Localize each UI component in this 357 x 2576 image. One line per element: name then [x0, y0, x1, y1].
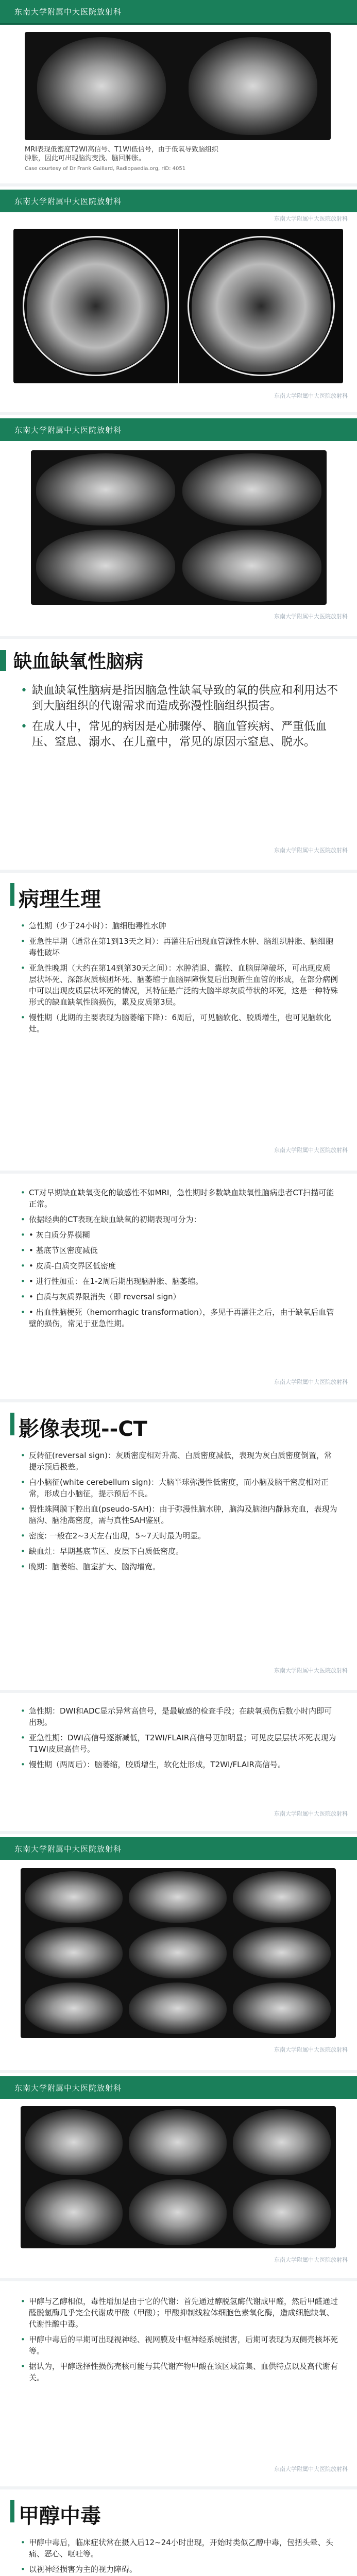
title-accent — [0, 650, 6, 671]
divider — [0, 2070, 357, 2073]
header-text: 东南大学附属中大医院放射科 — [14, 7, 122, 16]
header-bar — [0, 190, 357, 212]
divider — [0, 1831, 357, 1834]
bullet-item: • 据认为，甲醇选择性损伤壳核可能与其代谢产物甲酸在该区域富集、血供特点以及高代谢有关。 — [19, 2361, 338, 2383]
bullet-item: • 反转征(reversal sign)：灰质密度相对升高、白质密度减低，表现为灰白质密度倒置，常提示预后极差。 — [19, 1450, 338, 1472]
divider — [0, 1399, 357, 1402]
bullet-item: • • 皮质-白质交界区低密度 — [19, 1260, 338, 1272]
section-title-bar — [0, 647, 357, 673]
mri-image-right — [189, 37, 317, 135]
bullet-item: • 亚急性早期（通常在第1到13天之间）：再灌注后出现血管源性水肿、脑组织肿胀、脑细胞毒性破坏 — [19, 936, 338, 958]
ct-image-left — [13, 229, 178, 383]
title-accent — [10, 1413, 14, 1435]
section-title: 病理生理 — [19, 888, 101, 911]
bullet-item: • 依据经典的CT表现在缺血缺氧的初期表现可分为： — [19, 1214, 338, 1225]
mri-grid-3x3 — [21, 1868, 336, 2038]
section-title: 甲醇中毒 — [19, 2504, 101, 2528]
divider — [0, 870, 357, 873]
bullet-list — [19, 1187, 338, 1333]
mri-grid-2 — [182, 453, 321, 526]
bullet-list — [19, 920, 338, 1039]
section-title: 影像表现--CT — [19, 1417, 147, 1441]
bullet-item: • • 基底节区密度减低 — [19, 1245, 338, 1256]
watermark: 东南大学附属中大医院放射科 — [274, 1147, 348, 1154]
bullet-item: • 晚期：脑萎缩、脑室扩大、脑沟增宽。 — [19, 1561, 338, 1572]
divider — [0, 636, 357, 639]
slide-mri-grid — [0, 418, 357, 630]
bullet-item: • 密度: 一般在2~3天左右出现，5~7天时最为明显。 — [19, 1530, 338, 1541]
header-bar — [0, 0, 357, 25]
mri-grid — [31, 450, 327, 605]
mri-image-left — [37, 37, 166, 135]
ct-image-right — [179, 229, 343, 383]
bullet-item: • 甲醇中毒后的早期可出现视神经、视网膜及中枢神经系统损害，后期可表现为双侧壳核坏死等。 — [19, 2334, 338, 2357]
slide-methanol-metabolism — [0, 2284, 357, 2480]
bullet-item: • 亚急性期：DWI高信号逐渐减低，T2WI/FLAIR高信号更加明显；可见皮层层状坏死表现为T1WI皮层高信号。 — [19, 1732, 338, 1755]
bullet-item: • 缺血缺氧性脑病是指因脑急性缺氧导致的氧的供应和利用达不到大脑组织的代谢需求而造成弥漫性脑组织损害。 — [19, 683, 338, 714]
divider — [0, 1171, 357, 1174]
watermark: 东南大学附属中大医院放射科 — [274, 1379, 348, 1385]
ct-image-pair — [13, 229, 343, 383]
bullet-item: • 甲醇与乙醇相似，毒性增加是由于它的代谢：首先通过醇脱氢酶代谢成甲醛，然后甲醛通过醛脱氢酶几乎完全代谢成甲酸（甲酸）；甲酸抑制线粒体细胞色素氧化酶，造成细胞缺氧、代谢性酸中毒。 — [19, 2296, 338, 2330]
header-bar — [0, 1837, 357, 1860]
bullet-item: • 慢性期（此期的主要表现为脑萎缩下降）：6周后，可见脑软化、胶质增生，也可见脑软化灶。 — [19, 1012, 338, 1035]
mri-grid-2x3 — [21, 2106, 336, 2248]
bullet-list — [19, 683, 338, 755]
slide-methanol-clinical — [0, 2493, 357, 2576]
watermark: 东南大学附属中大医院放射科 — [274, 1667, 348, 1674]
mri-grid-1 — [36, 453, 175, 526]
mri-image-pair — [25, 32, 331, 140]
watermark: 东南大学附属中大医院放射科 — [274, 215, 348, 222]
slide-pathophysiology — [0, 876, 357, 1164]
header-bar — [0, 418, 357, 441]
mri-grid-3 — [36, 530, 175, 602]
divider — [0, 2278, 357, 2281]
watermark: 东南大学附属中大医院放射科 — [274, 2046, 348, 2053]
bullet-list — [19, 2296, 338, 2387]
bullet-item: • 假性蛛网膜下腔出血(pseudo-SAH)：由于弥漫性脑水肿，脑沟及脑池内静脉充血，表现为脑沟、脑池高密度，需与真性SAH鉴别。 — [19, 1503, 338, 1526]
watermark: 东南大学附属中大医院放射科 — [274, 393, 348, 399]
mri-grid-4 — [182, 530, 321, 602]
watermark: 东南大学附属中大医院放射科 — [274, 2257, 348, 2263]
divider — [0, 412, 357, 415]
bullet-item: • 急性期（少于24小时）：脑细胞毒性水肿 — [19, 920, 338, 931]
slide-hie-definition — [0, 642, 357, 863]
mri-caption — [25, 145, 334, 163]
watermark: 东南大学附属中大医院放射科 — [274, 2466, 348, 2472]
slide-mri-grid-3 — [0, 2076, 357, 2272]
header-text: 东南大学附属中大医院放射科 — [14, 1844, 122, 1854]
bullet-item: • • 进行性加重：在1-2周后期出现脑肿胀、脑萎缩。 — [19, 1276, 338, 1287]
bullet-item: • 在成人中，常见的病因是心肺骤停、脑血管疾病、严重低血压、窒息、溺水、在儿童中，常见的原因示窒息、脱水。 — [19, 719, 338, 750]
bullet-item: • • 出血性脑梗死（hemorrhagic transformation），多见于再灌注之后，由于缺氧后血管壁的损伤，常见于亚急性期。 — [19, 1307, 338, 1329]
bullet-item: • 甲醇中毒后，临床症状常在摄入后12~24小时出现，开始时类似乙醇中毒，包括头晕、头痛、恶心、呕吐等。 — [19, 2537, 338, 2560]
slide-mri-intro — [0, 0, 357, 191]
watermark: 东南大学附属中大医院放射科 — [274, 847, 348, 854]
image-source: Case courtesy of Dr Frank Gaillard, Radiopaedia.org, rID: 4051 — [25, 166, 186, 172]
divider — [0, 1690, 357, 1693]
bullet-list — [19, 1705, 338, 1774]
divider — [0, 2486, 357, 2489]
bullet-item: • 慢性期（两周后）：脑萎缩，胶质增生，软化灶形成，T2WI/FLAIR高信号。 — [19, 1759, 338, 1770]
section-title: 缺血缺氧性脑病 — [13, 651, 144, 672]
bullet-item: • 急性期：DWI和ADC显示异常高信号，是最敏感的检查手段；在缺氧损伤后数小时内即可出现。 — [19, 1705, 338, 1728]
bullet-item: • • 白质与灰质界限消失（即 reversal sign） — [19, 1291, 338, 1302]
bullet-item: • CT对早期缺血缺氧变化的敏感性不如MRI，急性期时多数缺血缺氧性脑病患者CT扫描可能正常。 — [19, 1187, 338, 1210]
header-text: 东南大学附属中大医院放射科 — [14, 196, 122, 206]
header-text: 东南大学附属中大医院放射科 — [14, 425, 122, 435]
bullet-item: • 白小脑征(white cerebellum sign)：大脑半球弥漫性低密度，而小脑及脑干密度相对正常，形成白小脑征，提示预后不良。 — [19, 1477, 338, 1499]
bullet-list — [19, 1450, 338, 1577]
watermark: 东南大学附属中大医院放射科 — [274, 613, 348, 620]
header-bar — [0, 2076, 357, 2099]
title-accent — [10, 2500, 14, 2522]
slide-mri-grid-2 — [0, 1837, 357, 2064]
bullet-item: • 缺血灶：早期基底节区、皮层下白质低密度。 — [19, 1546, 338, 1557]
bullet-list — [19, 2537, 338, 2576]
bullet-item: • • 灰白质分界模糊 — [19, 1229, 338, 1241]
divider — [0, 183, 357, 187]
title-accent — [10, 883, 14, 906]
slide-mri-findings-text — [0, 1696, 357, 1825]
slide-ct-findings-text — [0, 1177, 357, 1393]
caption-line-1: MRI表现低密度T2WI高信号、T1WI低信号，由于低氧导致脑组织 — [25, 146, 218, 154]
slide-ct-pair — [0, 190, 357, 406]
slide-imaging-ct — [0, 1405, 357, 1684]
header-text: 东南大学附属中大医院放射科 — [14, 2083, 122, 2093]
watermark: 东南大学附属中大医院放射科 — [274, 1810, 348, 1817]
bullet-item: • 以视神经损害为主的视力障碍。 — [19, 2564, 338, 2575]
caption-line-2: 肿胀，因此可出现脑沟变浅、脑回肿胀。 — [25, 155, 146, 162]
bullet-item: • 亚急性晚期（大约在第14到第30天之间）：水肿消退、囊腔、血脑屏障破坏，可出现皮质层状坏死、深部灰质核团坏死、脑萎缩于血脑屏障恢复后出现新生血管的形成，在部分病例中可以出现皮质层状坏死的情况，其特征是广泛的大脑半球灰质带状的坏死，这是一种特殊形式的缺血缺氧性脑损伤，累及皮质第3层。 — [19, 962, 338, 1008]
